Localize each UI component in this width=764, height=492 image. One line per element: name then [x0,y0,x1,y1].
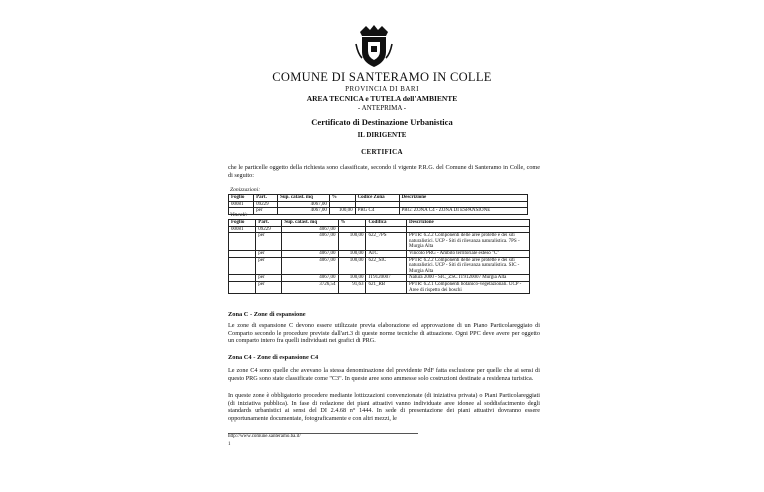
table-header-cell: Part. [256,220,282,227]
table-cell: 09229 [254,201,278,208]
table-cell: 622_SIC [366,257,407,275]
table-cell: 4067,00 [278,201,330,208]
table-cell: 100,00 [329,208,355,215]
zona-c4-paragraph-1: Le zone C4 sono quelle che avevano la stessa denominazione del previdente PdF fatta esclusione per quelle che ai sensi di questo PRG sono state classificate come "C3". In queste aree sono ammesse solo costruzioni destinate a residenza turistica. [228,367,540,382]
zoning-table [228,194,528,215]
table-cell: Natura 2000 - SIC_ZSC IT9120007 Murgia Alta [407,275,530,282]
certificate-title: Certificato di Destinazione Urbanistica [311,117,453,127]
table-cell: 4067,00 [282,250,338,257]
table-cell: per [256,250,282,257]
table-cell: 4067,00 [282,257,338,275]
dirigente-heading: IL DIRIGENTE [357,131,407,139]
table-header-cell: Foglio [229,220,256,227]
table-header-cell: % [329,195,355,202]
table-cell [407,226,530,233]
table-cell: 4067,00 [282,226,338,233]
table-cell: IT9120007 [366,275,407,282]
table-cell [355,201,399,208]
table-cell [229,275,256,282]
table-row [229,201,528,208]
table-cell: PPTR: 6.2.1 Componenti botanico-vegetazionali. UCP - Aree di rispetto dei boschi [407,281,530,293]
zona-c4-heading: Zona C4 - Zone di espansione C4 [228,354,319,361]
intro-paragraph: che le particelle oggetto della richiesta sono classificate, secondo il vigente P.R.G. del Comune di Santeramo in Colle, come di seguito: [228,164,540,179]
table-header-cell: Sup. catast. mq [278,195,330,202]
table-cell [229,281,256,293]
vincoli-label: Vincoli: [230,212,248,218]
table-cell: 100,00 [338,250,366,257]
table-cell [229,250,256,257]
table-cell: PPTR: 6.2.2 Componenti delle aree protette e dei siti naturalistici. UCP - Siti di rilevanza naturalistica. 7PS - Murgia Alta [407,233,530,251]
table-cell: 100,00 [338,233,366,251]
table-row [229,281,530,293]
table-cell: 100,00 [338,275,366,282]
zona-c-heading: Zona C - Zone di espansione [228,311,306,318]
page-number: 1 [228,442,231,447]
table-header-cell: Part. [254,195,278,202]
table-cell: 4067,00 [278,208,330,215]
table-cell [366,226,407,233]
table-cell: 09229 [256,226,282,233]
table-header-cell: % [338,220,366,227]
footer-url: http://www.comune.santeramo.ba.it/ [228,434,301,439]
table-cell [338,226,366,233]
table-row [229,226,530,233]
table-cell: 91,63 [338,281,366,293]
table-header-cell: Codice Zona [355,195,399,202]
table-cell [329,201,355,208]
table-cell: per [256,233,282,251]
zona-c-paragraph: Le zone di espansione C devono essere utilizzate previa elaborazione ed approvazione di un Piano Particolareggiato di Comparto secondo le procedure previste dall'art.3 di queste norme tecniche di attuazione. Ogni PPC deve avere per oggetto un comparto intero fra quelli individuati nei grafici di PRG. [228,322,540,345]
table-cell: per [256,281,282,293]
table-cell: ATC [366,250,407,257]
table-cell: PRG: ZONA C4 - ZONA DI ESPANSIONE [399,208,527,215]
table-row [229,250,530,257]
table-cell: 00081 [229,201,254,208]
table-cell: PRG C4 [355,208,399,215]
municipal-crest-icon [354,24,394,68]
table-cell [229,233,256,251]
certifica-heading: CERTIFICA [361,148,403,156]
table-header-cell: Codifica [366,220,407,227]
table-cell: 00081 [229,226,256,233]
table-cell: 621_RB [366,281,407,293]
table-cell: 4067,00 [282,233,338,251]
table-header-row [229,220,530,227]
table-cell: per [256,257,282,275]
table-cell: PPTR: 6.2.2 Componenti delle aree protette e dei siti naturalistici. UCP - Siti di rilevanza naturalistica. SIC - Murgia Alta [407,257,530,275]
zonizzazioni-label: Zonizzazioni: [230,187,261,193]
preview-label: - ANTEPRIMA - [357,104,407,112]
table-row [229,257,530,275]
table-cell: 622_7PS [366,233,407,251]
table-header-cell: Descrizione [399,195,527,202]
municipality-title: COMUNE DI SANTERAMO IN COLLE [272,70,492,84]
table-header-cell: Descrizione [407,220,530,227]
table-cell: Vincolo PRG - Ambito territoriale esteso "C" [407,250,530,257]
table-cell: per [256,275,282,282]
table-cell: 3726,54 [282,281,338,293]
table-row [229,233,530,251]
table-cell: 4067,00 [282,275,338,282]
table-cell [399,201,527,208]
table-row [229,208,528,215]
table-cell: 100,00 [338,257,366,275]
table-cell [229,257,256,275]
table-cell: per [254,208,278,215]
table-row [229,275,530,282]
constraints-table [228,219,530,294]
table-header-row [229,195,528,202]
table-header-cell: Sup. catast. mq [282,220,338,227]
zona-c4-paragraph-2: In queste zone è obbligatorio procedere mediante lottizzazioni convenzionate (di iniziativa privata) o Piani Particolareggiati (di iniziativa pubblica). In fase di redazione dei piani attuativi vanno individuate aree idonee al soddisfacimento degli standards urbanistici ai sensi del DI 2.4.68 n° 1444. In sede di presentazione dei piani attuativi dovranno essere opportunamente documentate, fotograficamente e con altri mezzi, le [228,392,540,422]
department-line: AREA TECNICA e TUTELA dell'AMBIENTE [306,94,458,103]
province-line: PROVINCIA DI BARI [345,85,419,93]
table-header-cell: Foglio [229,195,254,202]
